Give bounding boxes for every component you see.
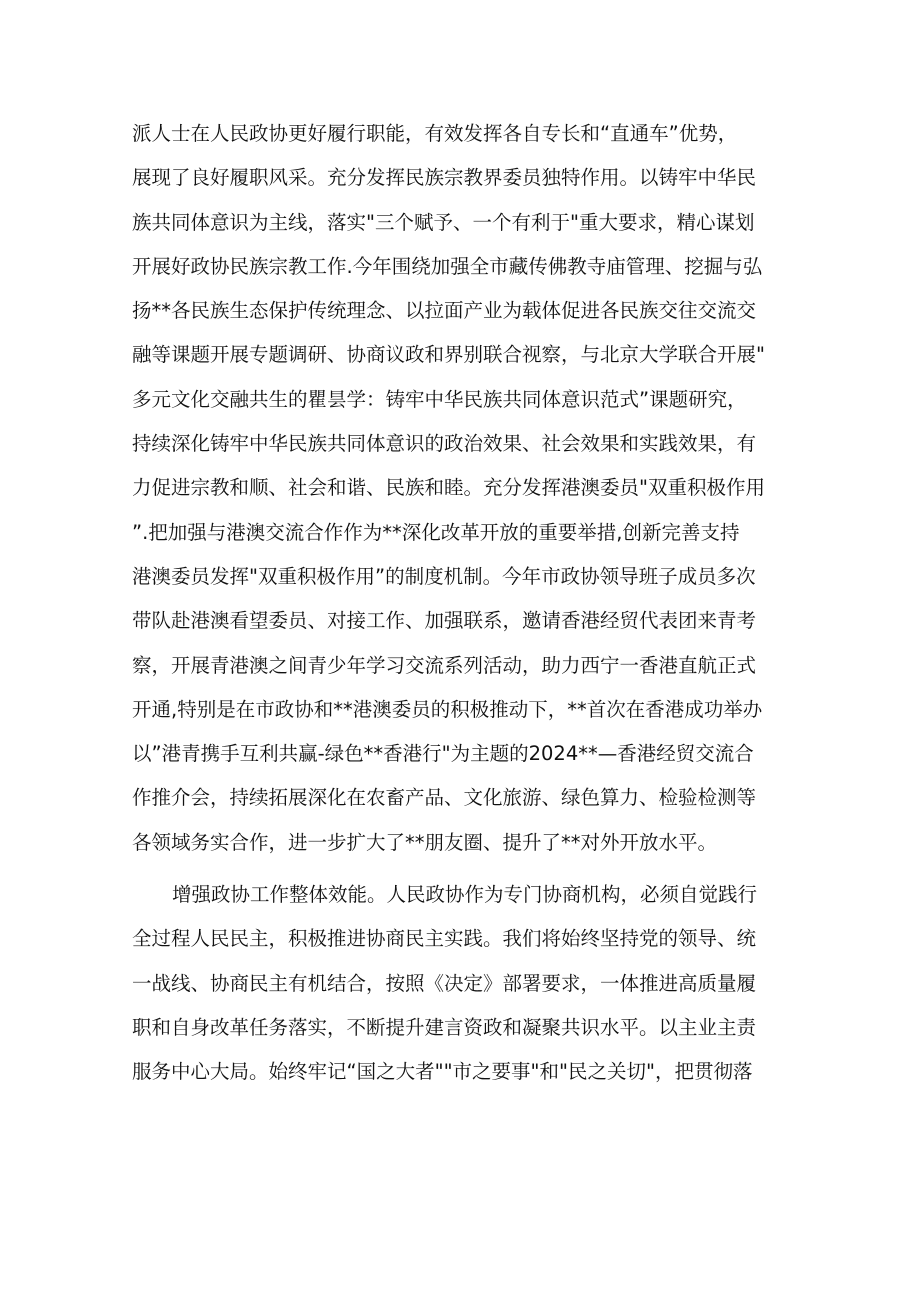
paragraph-1: [132, 112, 782, 865]
text-line: 增强政协工作整体效能。人民政协作为专门协商机构，必须自觉践行: [172, 883, 758, 907]
text-line: 力促进宗教和顺、社会和谐、民族和睦。充分发挥港澳委员"双重积极作用: [132, 476, 765, 500]
text-line: 带队赴港澳看望委员、对接工作、加强联系，邀请香港经贸代表团来青考: [132, 609, 757, 633]
text-line: 开通,特别是在市政协和**港澳委员的积极推动下，**首次在香港成功举办: [132, 697, 763, 721]
text-line: 各领域务实合作，进一步扩大了**朋友圈、提升了**对外开放水平。: [132, 830, 718, 854]
text-line: 作推介会，持续拓展深化在农畜产品、文化旅游、绿色算力、检验检测等: [132, 786, 757, 810]
paragraph-spacer: [132, 865, 782, 873]
text-line: 服务中心大局。始终牢记“国之大者""市之要事"和"民之关切"，把贯彻落: [132, 1060, 753, 1084]
text-line: 职和自身改革任务落实，不断提升建言资政和凝聚共识水平。以主业主责: [132, 1015, 757, 1039]
text-line: 展现了良好履职风采。充分发挥民族宗教界委员独特作用。以铸牢中华民: [132, 166, 757, 190]
document-body: [132, 112, 782, 1095]
text-line: 港澳委员发挥"双重积极作用”的制度机制。今年市政协领导班子成员多次: [132, 564, 756, 588]
text-line: 扬**各民族生态保护传统理念、以拉面产业为载体促进各民族交往交流交: [132, 299, 757, 323]
text-line: 以”港青携手互利共赢-绿色**香港行"为主题的2024**—香港经贸交流合: [132, 742, 754, 766]
text-line: 一战线、协商民主有机结合，按照《决定》部署要求，一体推进高质量履: [132, 971, 757, 995]
text-line: 全过程人民民主，积极推进协商民主实践。我们将始终坚持党的领导、统: [132, 927, 757, 951]
text-line: 族共同体意识为主线，落实"三个赋予、一个有利于"重大要求，精心谋划: [132, 210, 755, 234]
text-line: 持续深化铸牢中华民族共同体意识的政治效果、社会效果和实践效果，有: [132, 432, 757, 456]
text-line: 察，开展青港澳之间青少年学习交流系列活动，助力西宁一香港直航正式: [132, 653, 757, 677]
text-line: 融等课题开展专题调研、协商议政和界别联合视察，与北京大学联合开展": [132, 343, 765, 367]
text-line: ”.把加强与港澳交流合作作为**深化改革开放的重要举措,创新完善支持: [132, 520, 740, 544]
text-line: 派人士在人民政协更好履行职能，有效发挥各自专长和“直通车”优势，: [132, 122, 738, 145]
paragraph-2: [132, 873, 782, 1094]
text-line: 多元文化交融共生的瞿昙学：铸牢中华民族共同体意识范式”课题研究，: [132, 387, 747, 411]
text-line: 开展好政协民族宗教工作.今年围绕加强全市藏传佛教寺庙管理、挖掘与弘: [132, 254, 763, 278]
